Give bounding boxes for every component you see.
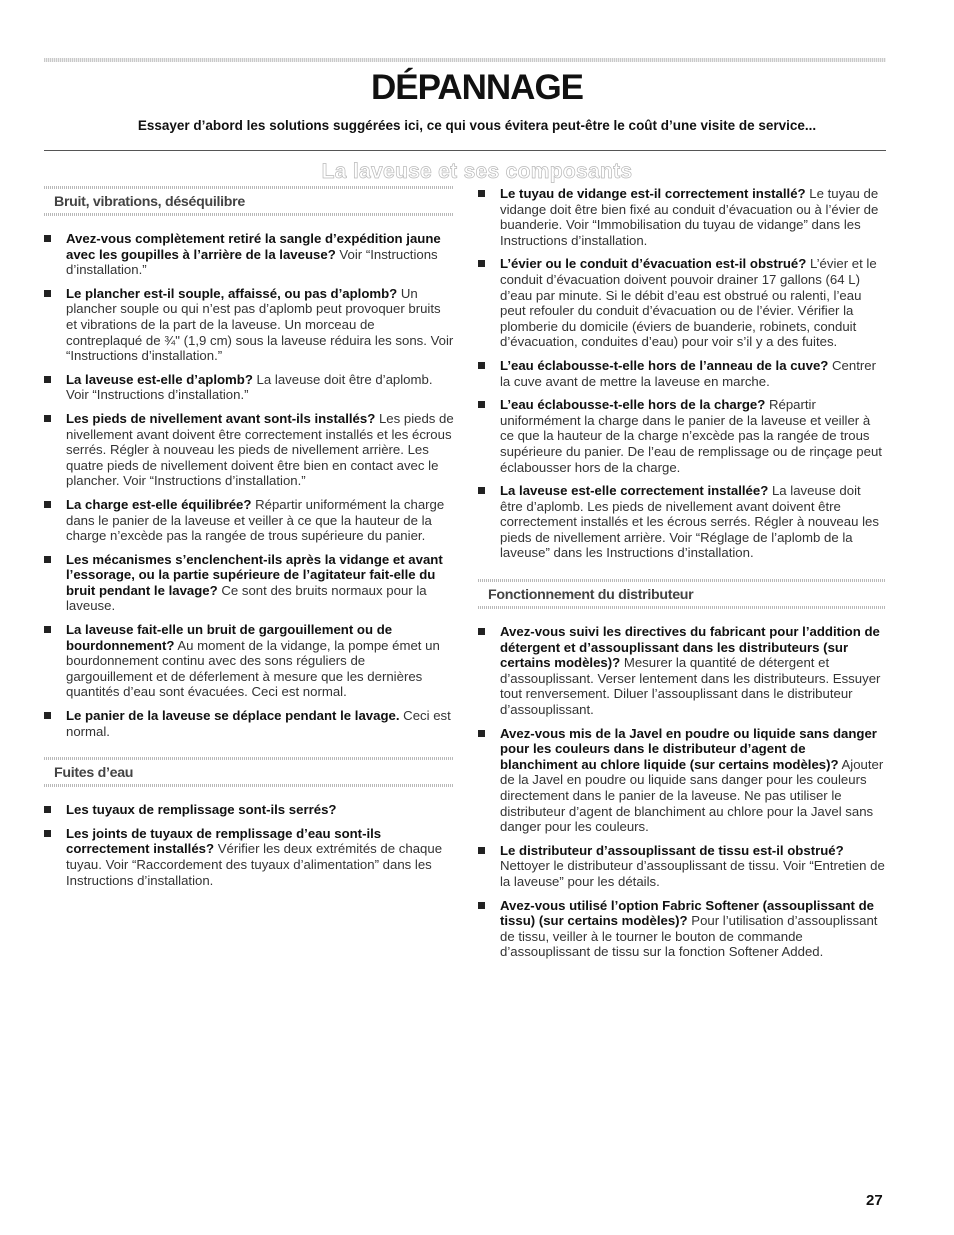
question-text: Les mécanismes s’enclenchent-ils après la vidange et avant l’essorage, ou la partie supérieure de l’agitateur fait-elle du bruit pendant le lavage? xyxy=(66,551,443,598)
question-text: Avez-vous suivi les directives du fabricant pour l’addition de détergent et d’assouplissant dans les distributeurs (sur certains modèles)? xyxy=(500,624,880,671)
list-item xyxy=(44,231,454,278)
list-leaks xyxy=(44,802,454,888)
section-heading: La laveuse et ses composants xyxy=(321,160,633,183)
answer-text: Au moment de la vidange, la pompe émet un bourdonnement continu avec des sons réguliers de gargouillement et de déferlement à mesure que les dernières quantités d’eau sont évacuées. Ceci est normal. xyxy=(66,637,440,700)
answer-text: Voir “Instructions d’installation.” xyxy=(66,246,438,278)
answer-text: Un plancher souple ou qui n’est pas d’aplomb peut provoquer bruits et vibrations de la part de la laveuse. Un morceau de contreplaqué de ¾" (1,9 cm) sous la laveuse réduira les sons. Voir “Instructions d’installation.” xyxy=(66,285,454,364)
answer-text: Ajouter de la Javel en poudre ou liquide sans danger pour les couleurs directement dans le panier de la laveuse. Ne pas utiliser le distributeur d’agent de blanchiment au chlore pour la Javel sans danger pour les couleurs. xyxy=(500,756,884,835)
answer-text: Nettoyer le distributeur d’assouplissant de tissu. Voir “Entretien de la laveuse” pour les détails. xyxy=(500,858,885,889)
question-text: L’eau éclabousse-t-elle hors de la charge? xyxy=(500,397,766,413)
page-number: 27 xyxy=(866,1192,883,1209)
question-text: Le distributeur d’assouplissant de tissu est-il obstrué? xyxy=(500,842,844,858)
subhead-bottom-rule xyxy=(478,606,886,609)
subhead-leaks: Fuites d’eau xyxy=(54,765,134,782)
bullet-icon xyxy=(44,235,51,242)
list-leaks-continued xyxy=(478,186,886,561)
bullet-icon xyxy=(478,401,485,408)
bullet-icon xyxy=(478,260,485,267)
list-noise xyxy=(44,231,454,739)
list-dispenser xyxy=(478,624,886,960)
answer-text: Mesurer la quantité de détergent et d’assouplissant. Verser lentement dans les distributeurs. Essuyer tout renversement. Diluer l’assouplissant dans le distributeur d’assouplissant. xyxy=(500,655,881,718)
answer-text: La laveuse doit être d’aplomb. Voir “Instructions d’installation.” xyxy=(66,371,433,403)
answer-text: Répartir uniformément la charge dans le panier de la laveuse et veiller à ce que la hauteur de la charge n’excède pas la rangée de trous supérieure du panier. De l’eau de remplissage ou de rinçage peut éclabousser hors de la charge. xyxy=(500,397,882,475)
answer-text: Ceci est normal. xyxy=(66,708,451,739)
answer-text: Vérifier les deux extrémités de chaque tuyau. Voir “Raccordement des tuyaux d’alimentation” dans les Instructions d’installation. xyxy=(66,841,443,888)
bullet-icon xyxy=(478,190,485,197)
page-title: DÉPANNAGE xyxy=(370,68,584,107)
answer-text: La laveuse doit être d’aplomb. Les pieds de nivellement avant doivent être correctement installés et les écrous serrés. Régler à nouveau les pieds de nivellement arrière. Voir “Réglage de l’aplomb de la laveuse” dans les Instructions d’installation. xyxy=(500,483,879,561)
bullet-icon xyxy=(44,806,51,813)
question-text: Les tuyaux de remplissage sont-ils serrés? xyxy=(66,802,337,818)
list-item xyxy=(478,256,886,350)
bullet-icon xyxy=(478,362,485,369)
header-divider xyxy=(44,150,886,151)
bullet-icon xyxy=(44,556,51,563)
list-item xyxy=(478,898,886,960)
answer-text: Ce sont des bruits normaux pour la laveuse. xyxy=(66,582,427,614)
list-item xyxy=(478,397,886,475)
top-decorative-rule xyxy=(44,58,886,62)
bullet-icon xyxy=(44,290,51,297)
intro-text: Essayer d’abord les solutions suggérées ici, ce qui vous évitera peut-être le coût d’une visite de service... xyxy=(137,118,817,133)
right-column xyxy=(478,186,886,968)
list-item xyxy=(44,622,454,700)
question-text: L’évier ou le conduit d’évacuation est-il obstrué? xyxy=(500,256,807,272)
question-text: Avez-vous utilisé l’option Fabric Softener (assouplissant de tissu) (sur certains modèles)? xyxy=(500,897,874,929)
answer-text: Le tuyau de vidange doit être bien fixé au conduit d’évacuation ou à l’évier de buanderie. Voir “Immobilisation du tuyau de vidange” dans les Instructions d’installation. xyxy=(500,186,879,248)
answer-text: Centrer la cuve avant de mettre la laveuse en marche. xyxy=(500,357,876,389)
list-item xyxy=(44,826,454,888)
subhead-bottom-rule xyxy=(44,784,454,787)
question-text: Les joints de tuyaux de remplissage d’eau sont-ils correctement installés? xyxy=(66,825,382,857)
question-text: Le tuyau de vidange est-il correctement installé? xyxy=(500,186,806,201)
answer-text: Répartir uniformément la charge dans le panier de la laveuse et veiller à ce que la hauteur de la charge n’excède pas la rangée de trous supérieure du panier. xyxy=(66,496,445,544)
question-text: Les pieds de nivellement avant sont-ils installés? xyxy=(66,410,376,426)
bullet-icon xyxy=(478,730,485,737)
bullet-icon xyxy=(44,626,51,633)
bullet-icon xyxy=(44,501,51,508)
subhead-bottom-rule xyxy=(44,213,454,216)
bullet-icon xyxy=(44,415,51,422)
bullet-icon xyxy=(44,376,51,383)
list-item xyxy=(478,624,886,718)
question-text: Le plancher est-il souple, affaissé, ou pas d’aplomb? xyxy=(66,285,398,301)
question-text: La laveuse fait-elle un bruit de gargouillement ou de bourdonnement? xyxy=(66,622,393,653)
bullet-icon xyxy=(478,628,485,635)
list-item xyxy=(44,708,454,739)
question-text: La charge est-elle équilibrée? xyxy=(66,496,252,512)
bullet-icon xyxy=(44,712,51,719)
list-item xyxy=(44,372,454,403)
left-column xyxy=(44,186,454,896)
list-item xyxy=(44,411,454,489)
answer-text: Les pieds de nivellement avant doivent être correctement installés et les écrous serrés. Régler à nouveau les pieds de nivellement arrière. Les quatre pieds de nivellement doivent être bien en contact avec le plancher. Voir “Instructions d’installation.” xyxy=(66,410,454,489)
list-item xyxy=(44,802,454,818)
subhead-noise: Bruit, vibrations, déséquilibre xyxy=(54,194,245,210)
bullet-icon xyxy=(44,830,51,837)
question-text: Le panier de la laveuse se déplace pendant le lavage. xyxy=(66,708,400,724)
list-item xyxy=(478,726,886,835)
subhead-dispenser: Fonctionnement du distributeur xyxy=(488,587,694,604)
list-item xyxy=(478,483,886,561)
question-text: Avez-vous complètement retiré la sangle d’expédition jaune avec les goupilles à l’arrière de la laveuse? xyxy=(66,231,441,262)
list-item xyxy=(44,552,454,614)
list-item xyxy=(478,843,886,890)
bullet-icon xyxy=(478,847,485,854)
bullet-icon xyxy=(478,902,485,909)
list-item xyxy=(44,497,454,544)
list-item xyxy=(478,358,886,389)
question-text: Avez-vous mis de la Javel en poudre ou liquide sans danger pour les couleurs dans le distributeur d’agent de blanchiment au chlore liquide (sur certains modèles)? xyxy=(500,725,877,772)
question-text: La laveuse est-elle d’aplomb? xyxy=(66,371,253,387)
question-text: La laveuse est-elle correctement installée? xyxy=(500,483,769,499)
list-item xyxy=(478,186,886,248)
bullet-icon xyxy=(478,487,485,494)
list-item xyxy=(44,286,454,364)
answer-text: L’évier et le conduit d’évacuation doivent pouvoir drainer 17 gallons (64 L) d’eau par minute. Si le débit d’eau est obstrué ou ralenti, l’eau peut refouler du conduit d’évacuation ou de l’évier. Vérifier la plomberie du domicile (éviers de buanderie, robinets, conduit d’évacuation, conduites d’eau) pour voir s’il y a des fuites. xyxy=(500,256,877,350)
question-text: L’eau éclabousse-t-elle hors de l’anneau de la cuve? xyxy=(500,357,829,373)
answer-text: Pour l’utilisation d’assouplissant de tissu, veiller à le tourner le bouton de commande d’assouplissant de tissu sur la fonction Softener Added. xyxy=(500,913,878,960)
